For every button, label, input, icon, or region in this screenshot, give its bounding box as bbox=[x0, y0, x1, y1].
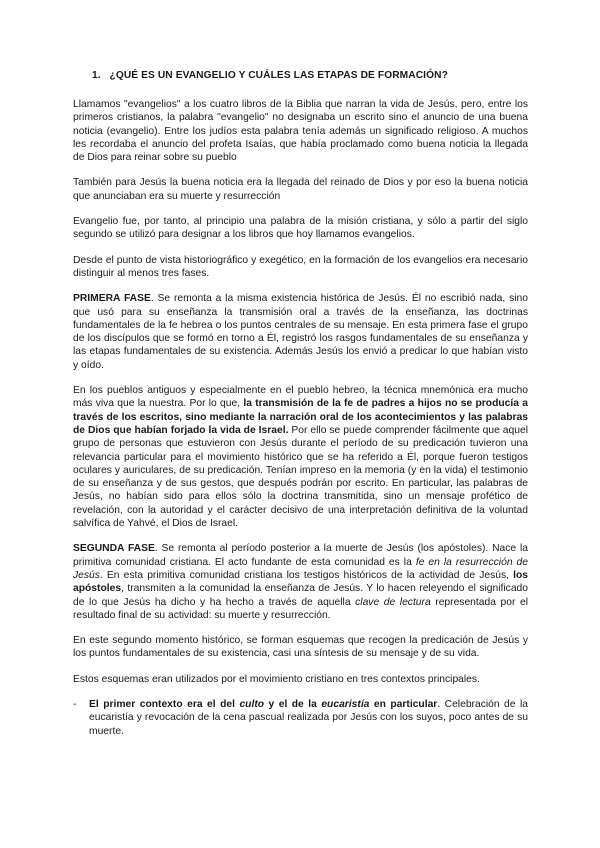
list-dash: - bbox=[73, 698, 77, 710]
apostoles-emphasis: los apóstoles bbox=[73, 569, 528, 595]
list-item: - El primer contexto era el del culto y el de la eucaristía en particular. Celebración de la eucaristía y revocación de la cena pascual realizada por Jesús con los suyos, poco antes de su muerte. bbox=[73, 698, 528, 737]
section-heading bbox=[92, 70, 532, 81]
paragraph-transmision-oral: En los pueblos antiguos y especialmente en el pueblo hebreo, la técnica mnemónica era mucho más viva que la nuestra. Por lo que, la transmisión de la fe de padres a hijos no se producía a través de los escritos, sino mediante la narración oral de los acontecimientos y las palabras de Dios que habían forjado la vida de Israel. Por ello se puede comprender fácilmente que aquel grupo de personas que estuvieron con Jesús durante el período de su predicación tuvieron una relevancia particular para el movimiento histórico que se ha referido a Él, porque fueron testigos oculares y auriculares, de su predicación. Tenían impreso en la memoria (y en la vida) el testimonio de su enseñanza y de sus gestos, que después podrán por escrito. En particular, las palabras de Jesús, no habían sido para ellos sólo la doctrina transmitida, sino un mensaje profético de revelación, con la autoridad y el carácter decisivo de una interpretación definitiva de la voluntad salvífica de Yahvé, el Dios de Israel. bbox=[73, 385, 528, 530]
paragraph-esquemas: En este segundo momento histórico, se forman esquemas que recogen la predicación de Jesús y los puntos fundamentales de su existencia, casi una síntesis de su mensaje y de su vida. bbox=[73, 635, 528, 660]
paragraph-buena-noticia: También para Jesús la buena noticia era la llegada del reinado de Dios y por eso la buena noticia que anunciaban era su muerte y resurrección bbox=[73, 177, 528, 202]
heading-title: ¿QUÉ ES UN EVANGELIO Y CUÁLES LAS ETAPAS DE FORMACIÓN? bbox=[109, 70, 448, 81]
segunda-fase-label: SEGUNDA FASE bbox=[73, 543, 155, 555]
paragraph-mision-cristiana: Evangelio fue, por tanto, al principio una palabra de la misión cristiana, y sólo a partir del siglo segundo se utilizó para designar a los libros que hoy llamamos evangelios. bbox=[73, 216, 528, 241]
body-text bbox=[73, 98, 528, 738]
paragraph-primera-fase bbox=[73, 292, 528, 372]
heading-number: 1. bbox=[92, 70, 101, 81]
primera-fase-label: PRIMERA FASE bbox=[73, 293, 151, 305]
primera-fase-text: . Se remonta a la misma existencia histórica de Jesús. Él no escribió nada, sino que usó para su enseñanza la transmisión oral a través de la enseñanza, las doctrinas fundamentales de la fe hebrea o los puntos centrales de su mensaje. En esta primera fase el grupo de los discípulos que se formó en torno a Él, registró los rasgos fundamentales de su enseñanza y las etapas fundamentales de su existencia. Además Jesús los envió a predicar lo que habían visto y oído. bbox=[73, 293, 528, 371]
fe-resurreccion-emphasis: fe en la resurrección de Jesús bbox=[73, 556, 528, 581]
paragraph-tres-fases: Desde el punto de vista historiográfico y exegético, en la formación de los evangelios era necesario distinguir al menos tres fases. bbox=[73, 254, 528, 279]
transmision-oral-emphasis: la transmisión de la fe de padres a hijos no se producía a través de los escritos, sino mediante la narración oral de los acontecimientos y las palabras de Dios que habían forjado la vida de Israel. bbox=[73, 398, 528, 436]
contexts-list bbox=[73, 698, 528, 738]
paragraph-evangelios-definition: Llamamos "evangelios" a los cuatro libros de la Biblia que narran la vida de Jesús, pero, entre los primeros cristianos, la palabra "evangelio" no designaba un escrito sino el anuncio de una buena noticia (evangelio). Entre los judíos esta palabra tenía además un significado religioso. A muchos les recordaba el anuncio del profeta Isaías, que había proclamado como buena noticia la llegada de Dios para reinar sobre su pueblo bbox=[73, 99, 528, 164]
paragraph-segunda-fase: SEGUNDA FASE. Se remonta al período posterior a la muerte de Jesús (los apóstoles). Nace la primitiva comunidad cristiana. El acto fundante de esta comunidad es la fe en la resurrección de Jesús. En esta primitiva comunidad cristiana los testigos históricos de la actividad de Jesús, los apóstoles, transmiten a la comunidad la enseñanza de Jesús. Y lo hacen releyendo el significado de lo que Jesús ha dicho y ha hecho a través de aquella clave de lectura representada por el resultado final de su actividad: su muerte y resurrección. bbox=[73, 543, 528, 621]
paragraph-contextos: Estos esquemas eran utilizados por el movimiento cristiano en tres contextos principales. bbox=[73, 673, 480, 685]
clave-lectura-emphasis: clave de lectura bbox=[355, 596, 431, 608]
